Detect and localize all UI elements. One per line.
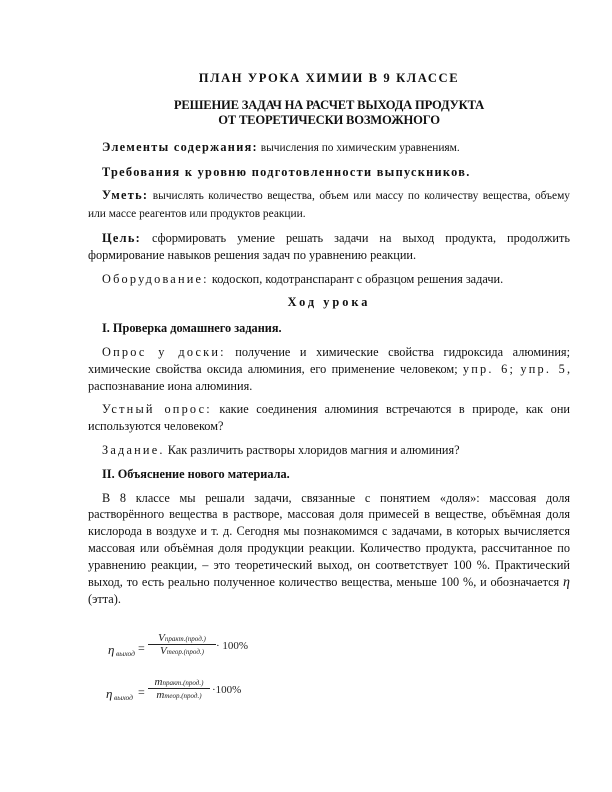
skills-label: Уметь:	[102, 188, 149, 203]
lesson-progress-heading: Ход урока	[287, 295, 371, 310]
formula1-den-v: V	[160, 645, 167, 657]
lesson-topic-line-1: РЕШЕНИЕ ЗАДАЧ НА РАСЧЕТ ВЫХОДА ПРОДУКТА	[173, 97, 485, 112]
formula2-den-sub: теор.(прод.)	[164, 692, 202, 700]
formula1-den-sub: теор.(прод.)	[166, 648, 204, 656]
board-survey-label: Опрос у доски:	[102, 344, 226, 359]
formula1-numerator	[148, 632, 216, 645]
page-title: ПЛАН УРОКА ХИМИИ В 9 КЛАССЕ	[198, 71, 460, 85]
board-survey-rest: , распознавание иона алюминия.	[88, 361, 571, 393]
equipment-text: кодоскоп, кодотранспарант с образцом решения задачи.	[208, 271, 504, 286]
explanation-text: В 8 классе мы решали задачи, связанные с понятием «доля»: массовая доля растворённого вещества в растворе, массовая доля примесей в веществе, объёмная доля кислорода в воздухе и т. д. Сегодня мы познакомимся с задачами, в которых вычисляется массовая или объёмная доля продукции реакции. Количество продукта, рассчитанное по уравнению реакции, – это теоретический выход, он соответствует 100 %. Практический выход, то есть реально полученное количество вещества, меньше 100 %, и обозначается	[88, 490, 570, 589]
skills	[88, 187, 570, 223]
section-new-material: II. Объяснение нового материала.	[102, 466, 290, 481]
exercise-ref-2: упр. 5	[520, 361, 567, 376]
content-elements-text: вычисления по химическим уравнениям.	[257, 141, 460, 154]
equipment-label: Оборудование:	[102, 271, 209, 286]
task-label: Задание.	[102, 442, 165, 457]
formula1-eta-sub: выход	[116, 649, 135, 658]
goal	[88, 230, 570, 264]
formula2-den-m: m	[156, 689, 165, 701]
yield-formula-mass	[106, 676, 306, 712]
formula1-multiplier: · 100%	[216, 640, 249, 652]
formula2-num-sub: практ.(прод.)	[162, 679, 204, 687]
formula1-eta: η	[108, 642, 115, 657]
formula2-num-m: m	[154, 676, 163, 688]
section-homework-check: I. Проверка домашнего задания.	[102, 321, 282, 336]
task-text: Как различить растворы хлоридов магния и алюминия?	[164, 442, 460, 457]
formula2-numerator	[148, 676, 210, 689]
goal-label: Цель:	[102, 230, 142, 245]
skills-text: вычислять количество вещества, объем или массу по количеству вещества, объему или массе реагентов или продуктов реакции.	[88, 190, 570, 221]
formula1-equals: =	[138, 641, 145, 655]
eta-symbol: η	[563, 574, 570, 590]
formula2-eta-sub: выход	[114, 693, 133, 702]
requirements-heading: Требования к уровню подготовленности выпускников.	[102, 164, 471, 179]
oral-survey	[88, 401, 570, 435]
board-survey	[88, 344, 570, 394]
formula2-eta: η	[106, 686, 113, 701]
eta-name: (этта).	[88, 592, 121, 607]
yield-formula-volume	[108, 632, 308, 668]
equipment	[88, 271, 570, 288]
formula2-equals: =	[138, 685, 145, 699]
lesson-topic	[88, 98, 570, 128]
goal-text: сформировать умение решать задачи на выход продукта, продолжить формирование навыков решения задач по уравнению реакции.	[88, 230, 570, 262]
formula2-multiplier: ·100%	[212, 684, 242, 696]
explanation-paragraph	[88, 490, 570, 609]
board-survey-text: получение и химические свойства гидроксида алюминия; химические свойства оксида алюминия, его применение человеком;	[88, 344, 570, 376]
lesson-plan-page	[88, 70, 570, 615]
content-elements-label: Элементы содержания:	[102, 139, 258, 154]
formula1-num-v: V	[158, 632, 165, 644]
formula1-fraction	[148, 632, 216, 657]
task	[88, 442, 570, 459]
oral-survey-text: какие соединения алюминия встречаются в природе, как они используются человеком?	[88, 402, 570, 434]
formula1-num-sub: практ.(прод.)	[164, 635, 206, 643]
oral-survey-label: Устный опрос:	[102, 402, 212, 417]
formula1-denominator	[148, 645, 216, 657]
formula2-fraction	[148, 676, 210, 701]
formula2-denominator	[148, 689, 210, 701]
lesson-topic-line-2: ОТ ТЕОРЕТИЧЕСКИ ВОЗМОЖНОГО	[218, 112, 440, 127]
content-elements	[88, 139, 570, 157]
exercise-ref: упр. 6;	[462, 361, 516, 376]
